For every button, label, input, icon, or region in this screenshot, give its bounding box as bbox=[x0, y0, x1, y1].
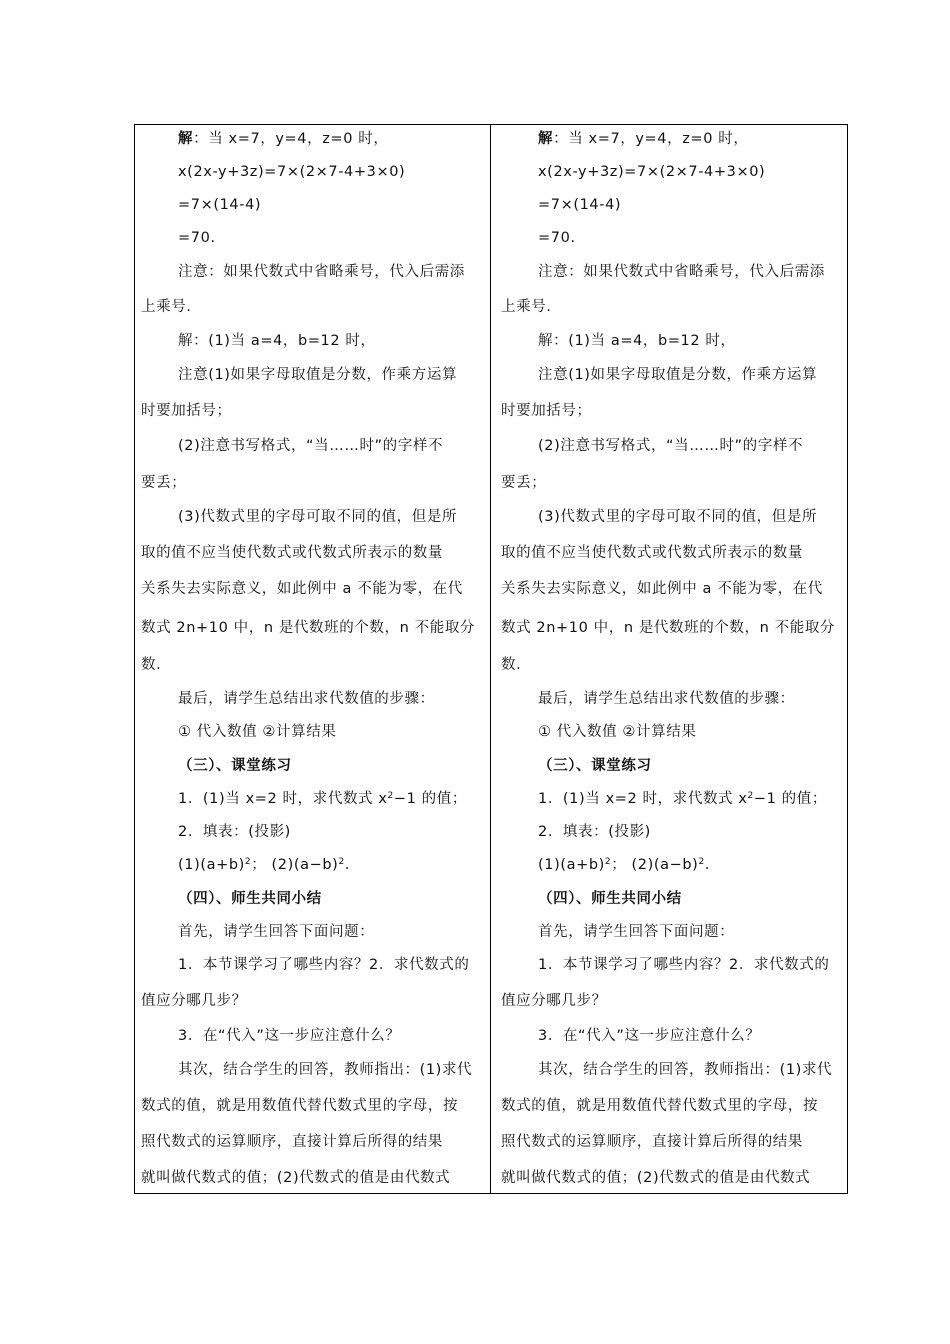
line-text: 值应分哪几步？ bbox=[141, 993, 247, 1009]
left-line-l29 bbox=[141, 1096, 458, 1116]
superscript: 2 bbox=[604, 857, 612, 867]
line-text: (2)注意书写格式，“当……时”的字样不 bbox=[178, 438, 444, 454]
right-line-l31 bbox=[501, 1168, 810, 1188]
line-text: 注意：如果代数式中省略乘号，代入后需添 bbox=[178, 264, 465, 280]
right-line-l13 bbox=[501, 543, 803, 563]
left-line-l24 bbox=[141, 922, 374, 942]
line-text: 1．本节课学习了哪些内容？2．求代数式的 bbox=[538, 957, 830, 973]
left-line-l07 bbox=[141, 331, 376, 351]
superscript: 2 bbox=[698, 857, 705, 867]
left-line-l20 bbox=[141, 789, 467, 809]
left-line-l01 bbox=[141, 129, 388, 149]
right-line-l25 bbox=[501, 955, 829, 975]
right-line-l18 bbox=[501, 722, 696, 742]
line-text: 1．(1)当 x=2 时，求代数式 x bbox=[178, 791, 388, 807]
right-line-l21 bbox=[501, 822, 651, 842]
line-text: 数式的值，就是用数值代替代数式里的字母，按 bbox=[501, 1098, 819, 1114]
line-text: 时要加括号； bbox=[501, 403, 592, 419]
left-line-l16 bbox=[141, 655, 161, 675]
left-line-l14 bbox=[141, 579, 463, 599]
line-text: 关系失去实际意义，如此例中 a 不能为零，在代 bbox=[141, 581, 463, 597]
right-line-l03 bbox=[501, 195, 621, 215]
line-text: 注意(1)如果字母取值是分数，作乘方运算 bbox=[538, 367, 818, 383]
right-line-l07 bbox=[501, 331, 736, 351]
line-text: x(2x-y+3z)=7×(2×7-4+3×0) bbox=[538, 164, 766, 180]
right-line-l05 bbox=[501, 262, 825, 282]
line-text: 就叫做代数式的值；(2)代数式的值是由代数式 bbox=[501, 1170, 811, 1186]
line-text-after: −1 的值； bbox=[753, 791, 827, 807]
left-line-l30 bbox=[141, 1132, 443, 1152]
left-line-l23 bbox=[141, 889, 322, 909]
right-line-l14 bbox=[501, 579, 823, 599]
left-line-l06 bbox=[141, 297, 192, 317]
left-line-l19 bbox=[141, 756, 292, 776]
right-line-l27 bbox=[501, 1026, 760, 1046]
line-text: 数. bbox=[141, 657, 162, 673]
line-text: 取的值不应当使代数式或代数式所表示的数量 bbox=[141, 545, 443, 561]
line-text: =70. bbox=[538, 230, 576, 246]
right-line-l12 bbox=[501, 507, 817, 527]
line-text-after: ； (2)(a−b) bbox=[251, 857, 339, 873]
left-line-l25 bbox=[141, 955, 469, 975]
line-text: ① 代入数值 ②计算结果 bbox=[538, 724, 697, 740]
line-text: x(2x-y+3z)=7×(2×7-4+3×0) bbox=[178, 164, 406, 180]
right-line-l08 bbox=[501, 365, 817, 385]
left-line-l13 bbox=[141, 543, 443, 563]
right-line-l04 bbox=[501, 228, 576, 248]
line-text: 1．本节课学习了哪些内容？2．求代数式的 bbox=[178, 957, 470, 973]
right-line-l29 bbox=[501, 1096, 818, 1116]
left-line-l28 bbox=[141, 1060, 472, 1080]
line-text: 数式 2n+10 中，n 是代数班的个数，n 不能取分 bbox=[501, 620, 836, 636]
line-text: （四）、师生共同小结 bbox=[538, 891, 682, 907]
right-line-l30 bbox=[501, 1132, 803, 1152]
line-text: 1．(1)当 x=2 时，求代数式 x bbox=[538, 791, 748, 807]
line-text-after: . bbox=[704, 857, 710, 873]
right-line-l17 bbox=[501, 689, 795, 709]
line-text: 值应分哪几步？ bbox=[501, 993, 607, 1009]
right-line-l02 bbox=[501, 162, 765, 182]
left-line-l10 bbox=[141, 436, 443, 456]
line-text: （三）、课堂练习 bbox=[538, 758, 652, 774]
line-text-after: . bbox=[344, 857, 350, 873]
right-line-l16 bbox=[501, 655, 521, 675]
line-text: 就叫做代数式的值；(2)代数式的值是由代数式 bbox=[141, 1170, 451, 1186]
line-text: 其次，结合学生的回答，教师指出：(1)求代 bbox=[178, 1062, 473, 1078]
line-text: （三）、课堂练习 bbox=[178, 758, 292, 774]
line-text: 最后，请学生总结出求代数值的步骤： bbox=[538, 691, 795, 707]
line-text: (2)注意书写格式，“当……时”的字样不 bbox=[538, 438, 804, 454]
right-line-l09 bbox=[501, 401, 592, 421]
right-line-l06 bbox=[501, 297, 552, 317]
right-line-l11 bbox=[501, 473, 546, 493]
line-text: 注意：如果代数式中省略乘号，代入后需添 bbox=[538, 264, 825, 280]
line-text: 2．填表：(投影) bbox=[538, 824, 651, 840]
line-text: ① 代入数值 ②计算结果 bbox=[178, 724, 337, 740]
right-column bbox=[501, 125, 845, 1193]
left-line-l21 bbox=[141, 822, 291, 842]
superscript: 2 bbox=[387, 791, 394, 801]
line-text: 数. bbox=[501, 657, 522, 673]
left-line-l22 bbox=[141, 855, 350, 875]
superscript: 2 bbox=[338, 857, 345, 867]
line-text: 时要加括号； bbox=[141, 403, 232, 419]
left-line-l09 bbox=[141, 401, 232, 421]
right-line-l24 bbox=[501, 922, 734, 942]
bold-label: 解 bbox=[178, 131, 194, 147]
left-line-l31 bbox=[141, 1168, 450, 1188]
superscript: 2 bbox=[747, 791, 754, 801]
left-line-l12 bbox=[141, 507, 457, 527]
left-line-l26 bbox=[141, 991, 247, 1011]
line-text: 解：(1)当 a=4，b=12 时， bbox=[538, 333, 736, 349]
line-text: =7×(14-4) bbox=[538, 197, 622, 213]
line-text: （四）、师生共同小结 bbox=[178, 891, 322, 907]
line-text: 注意(1)如果字母取值是分数，作乘方运算 bbox=[178, 367, 458, 383]
line-text: ：当 x=7，y=4，z=0 时， bbox=[193, 131, 389, 147]
line-text: 最后，请学生总结出求代数值的步骤： bbox=[178, 691, 435, 707]
line-text: (3)代数式里的字母可取不同的值，但是所 bbox=[178, 509, 458, 525]
line-text: 3．在“代入”这一步应注意什么？ bbox=[178, 1028, 401, 1044]
line-text: 上乘号. bbox=[141, 299, 192, 315]
right-line-l23 bbox=[501, 889, 682, 909]
left-line-l02 bbox=[141, 162, 405, 182]
left-line-l08 bbox=[141, 365, 457, 385]
line-text: 首先，请学生回答下面问题： bbox=[538, 924, 735, 940]
right-line-l20 bbox=[501, 789, 827, 809]
two-column-table bbox=[134, 124, 848, 1194]
line-text: 首先，请学生回答下面问题： bbox=[178, 924, 375, 940]
line-text: 其次，结合学生的回答，教师指出：(1)求代 bbox=[538, 1062, 833, 1078]
left-line-l11 bbox=[141, 473, 186, 493]
column-divider bbox=[490, 125, 491, 1193]
right-line-l22 bbox=[501, 855, 710, 875]
left-line-l18 bbox=[141, 722, 336, 742]
right-line-l26 bbox=[501, 991, 607, 1011]
line-text: 取的值不应当使代数式或代数式所表示的数量 bbox=[501, 545, 803, 561]
line-text: 要丢； bbox=[501, 475, 547, 491]
line-text: 2．填表：(投影) bbox=[178, 824, 291, 840]
right-line-l01 bbox=[501, 129, 748, 149]
left-line-l03 bbox=[141, 195, 261, 215]
line-text: 要丢； bbox=[141, 475, 187, 491]
line-text: (1)(a+b) bbox=[178, 857, 245, 873]
line-text: 3．在“代入”这一步应注意什么？ bbox=[538, 1028, 761, 1044]
right-line-l28 bbox=[501, 1060, 832, 1080]
line-text: 数式的值，就是用数值代替代数式里的字母，按 bbox=[141, 1098, 459, 1114]
line-text: 关系失去实际意义，如此例中 a 不能为零，在代 bbox=[501, 581, 823, 597]
right-line-l19 bbox=[501, 756, 652, 776]
line-text-after: ； (2)(a−b) bbox=[611, 857, 699, 873]
line-text-after: −1 的值； bbox=[393, 791, 467, 807]
left-line-l04 bbox=[141, 228, 216, 248]
line-text: =70. bbox=[178, 230, 216, 246]
line-text: 数式 2n+10 中，n 是代数班的个数，n 不能取分 bbox=[141, 620, 476, 636]
bold-label: 解 bbox=[538, 131, 554, 147]
line-text: (1)(a+b) bbox=[538, 857, 605, 873]
line-text: (3)代数式里的字母可取不同的值，但是所 bbox=[538, 509, 818, 525]
left-line-l27 bbox=[141, 1026, 400, 1046]
line-text: ：当 x=7，y=4，z=0 时， bbox=[553, 131, 749, 147]
line-text: 上乘号. bbox=[501, 299, 552, 315]
line-text: 解：(1)当 a=4，b=12 时， bbox=[178, 333, 376, 349]
line-text: =7×(14-4) bbox=[178, 197, 262, 213]
left-line-l05 bbox=[141, 262, 465, 282]
line-text: 照代数式的运算顺序，直接计算后所得的结果 bbox=[141, 1134, 443, 1150]
left-line-l15 bbox=[141, 618, 475, 638]
left-column bbox=[141, 125, 485, 1193]
line-text: 照代数式的运算顺序，直接计算后所得的结果 bbox=[501, 1134, 803, 1150]
right-line-l15 bbox=[501, 618, 835, 638]
right-line-l10 bbox=[501, 436, 803, 456]
superscript: 2 bbox=[244, 857, 252, 867]
left-line-l17 bbox=[141, 689, 435, 709]
